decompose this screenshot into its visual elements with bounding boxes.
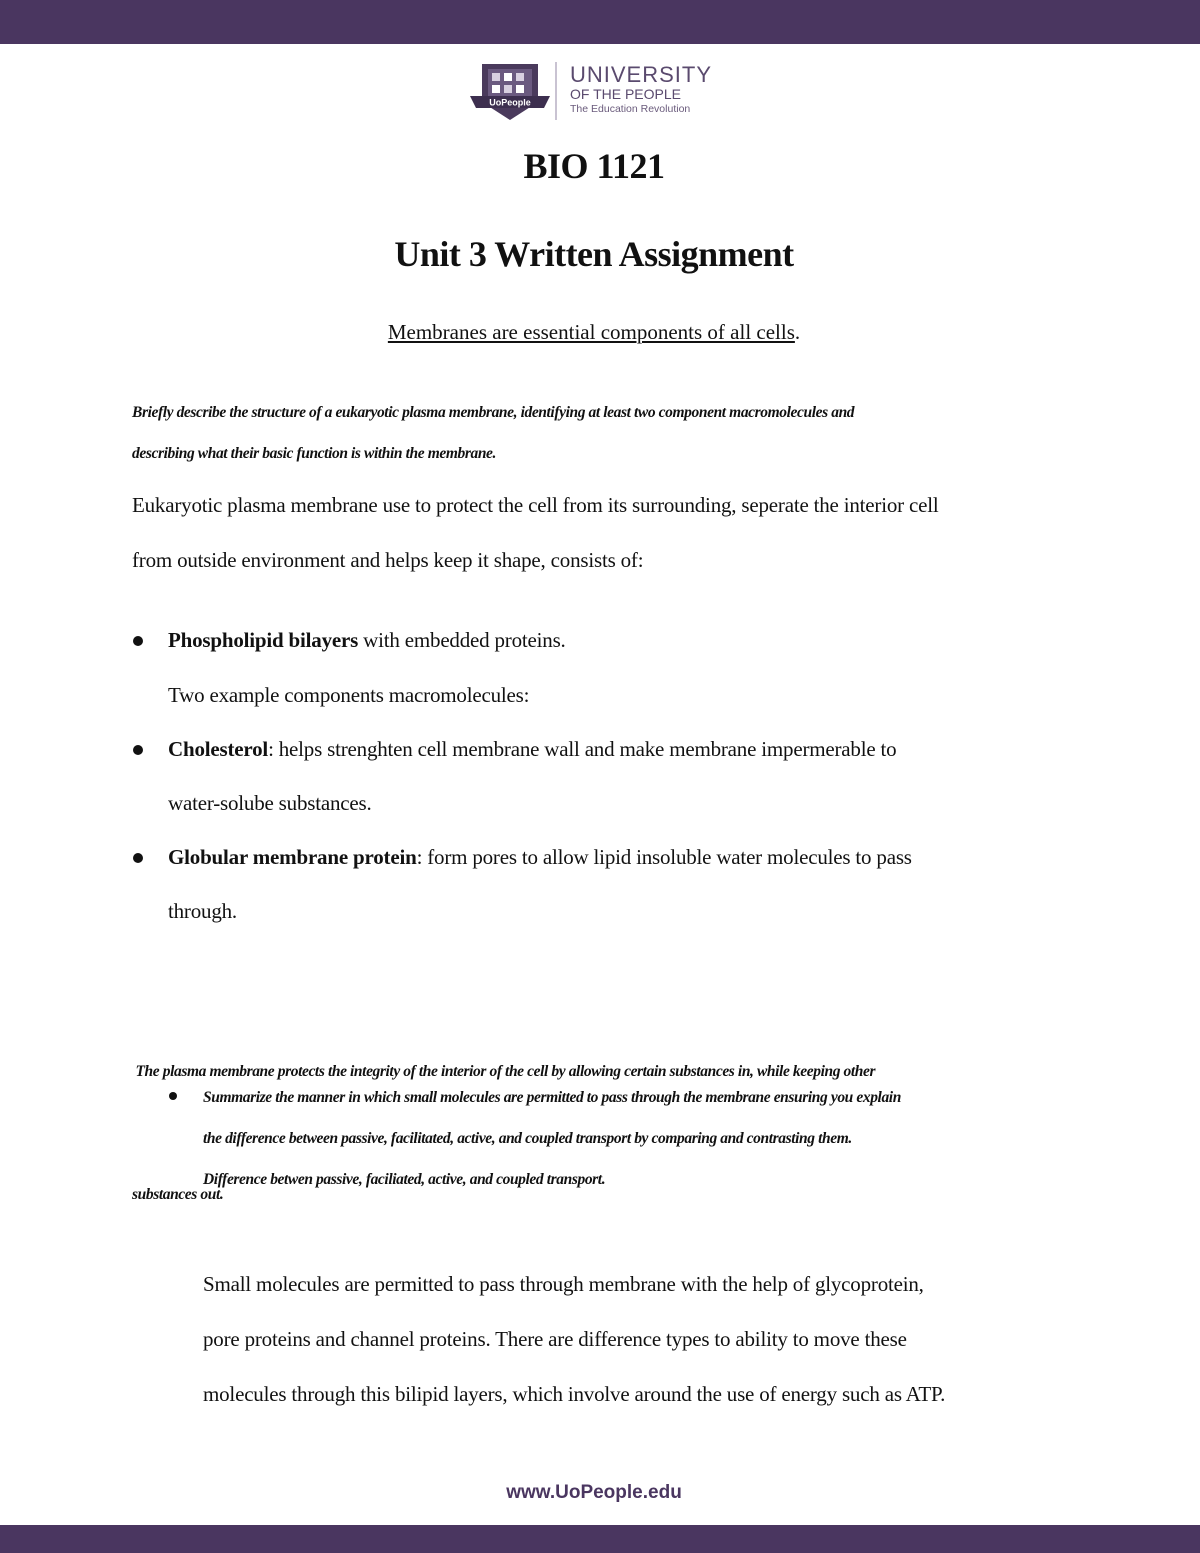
question-2-line-1: Summarize the manner in which small molecules are permitted to pass through the membrane ensuring you explain: [203, 1089, 901, 1106]
list-item-phospholipid: [168, 613, 1128, 668]
university-logo: [468, 52, 728, 132]
list-item-protein: [168, 830, 1128, 885]
logo-tagline: The Education Revolution: [570, 103, 691, 115]
answer-2: [203, 1257, 1163, 1422]
uopeople-seal-icon: [468, 56, 552, 128]
bullet-icon: [133, 745, 143, 755]
statement-line-2: substances out.: [132, 1186, 224, 1203]
footer-band: [0, 1525, 1200, 1553]
subtitle: [0, 320, 1188, 345]
question-1-line-1: Briefly describe the structure of a eukaryotic plasma membrane, identifying at least two component macromolecules and: [132, 404, 855, 421]
logo-university: UNIVERSITY: [570, 62, 713, 87]
question-2-line-2: the difference between passive, facilitated, active, and coupled transport by comparing and contrasting them.: [203, 1130, 852, 1147]
list-item-text: : helps strenghten cell membrane wall and make membrane impermerable to: [268, 737, 897, 761]
question-1: [132, 392, 1132, 474]
subtitle-period: .: [794, 320, 801, 344]
answer-1: [132, 478, 1132, 588]
list-item-term: Globular membrane protein: [168, 845, 417, 869]
bullet-icon: [169, 1092, 177, 1100]
course-code: BIO 1121: [523, 146, 665, 186]
answer-2-line-1: Small molecules are permitted to pass through membrane with the help of glycoprotein,: [203, 1272, 924, 1296]
assignment-title: Unit 3 Written Assignment: [394, 234, 794, 274]
logo-of-the-people: OF THE PEOPLE: [570, 86, 681, 102]
seal-label: UoPeople: [489, 97, 531, 108]
statement-line-1: The plasma membrane protects the integrity of the interior of the cell by allowing certain substances in, while keeping other: [132, 1063, 876, 1080]
example-line: Two example components macromolecules:: [168, 683, 530, 707]
bullet-icon: [133, 636, 143, 646]
question-2: [203, 1077, 1163, 1200]
list-item-continuation: through.: [168, 899, 237, 923]
bullet-icon: [133, 853, 143, 863]
question-2-line-3: Difference betwen passive, faciliated, active, and coupled transport.: [203, 1171, 606, 1188]
list-item-text: : form pores to allow lipid insoluble water molecules to pass: [416, 845, 912, 869]
answer-1-line-1: Eukaryotic plasma membrane use to protect the cell from its surrounding, seperate the interior cell: [132, 493, 939, 517]
logo-divider: [555, 62, 557, 120]
question-1-line-2: describing what their basic function is within the membrane.: [132, 445, 496, 462]
footer-url[interactable]: www.UoPeople.edu: [506, 1482, 682, 1503]
answer-2-line-3: molecules through this bilipid layers, which involve around the use of energy such as ATP.: [203, 1382, 946, 1406]
list-item-term: Cholesterol: [168, 737, 269, 761]
header-band: [0, 0, 1200, 44]
list-item-continuation: water-solube substances.: [168, 791, 372, 815]
answer-1-line-2: from outside environment and helps keep it shape, consists of:: [132, 548, 644, 572]
list-item-cholesterol: [168, 722, 1128, 777]
subtitle-underlined: Membranes are essential components of all cells: [387, 320, 795, 344]
answer-2-line-2: pore proteins and channel proteins. There are difference types to ability to move these: [203, 1327, 907, 1351]
list-item-term: Phospholipid bilayers: [168, 628, 359, 652]
list-item-text: with embedded proteins.: [358, 628, 566, 652]
